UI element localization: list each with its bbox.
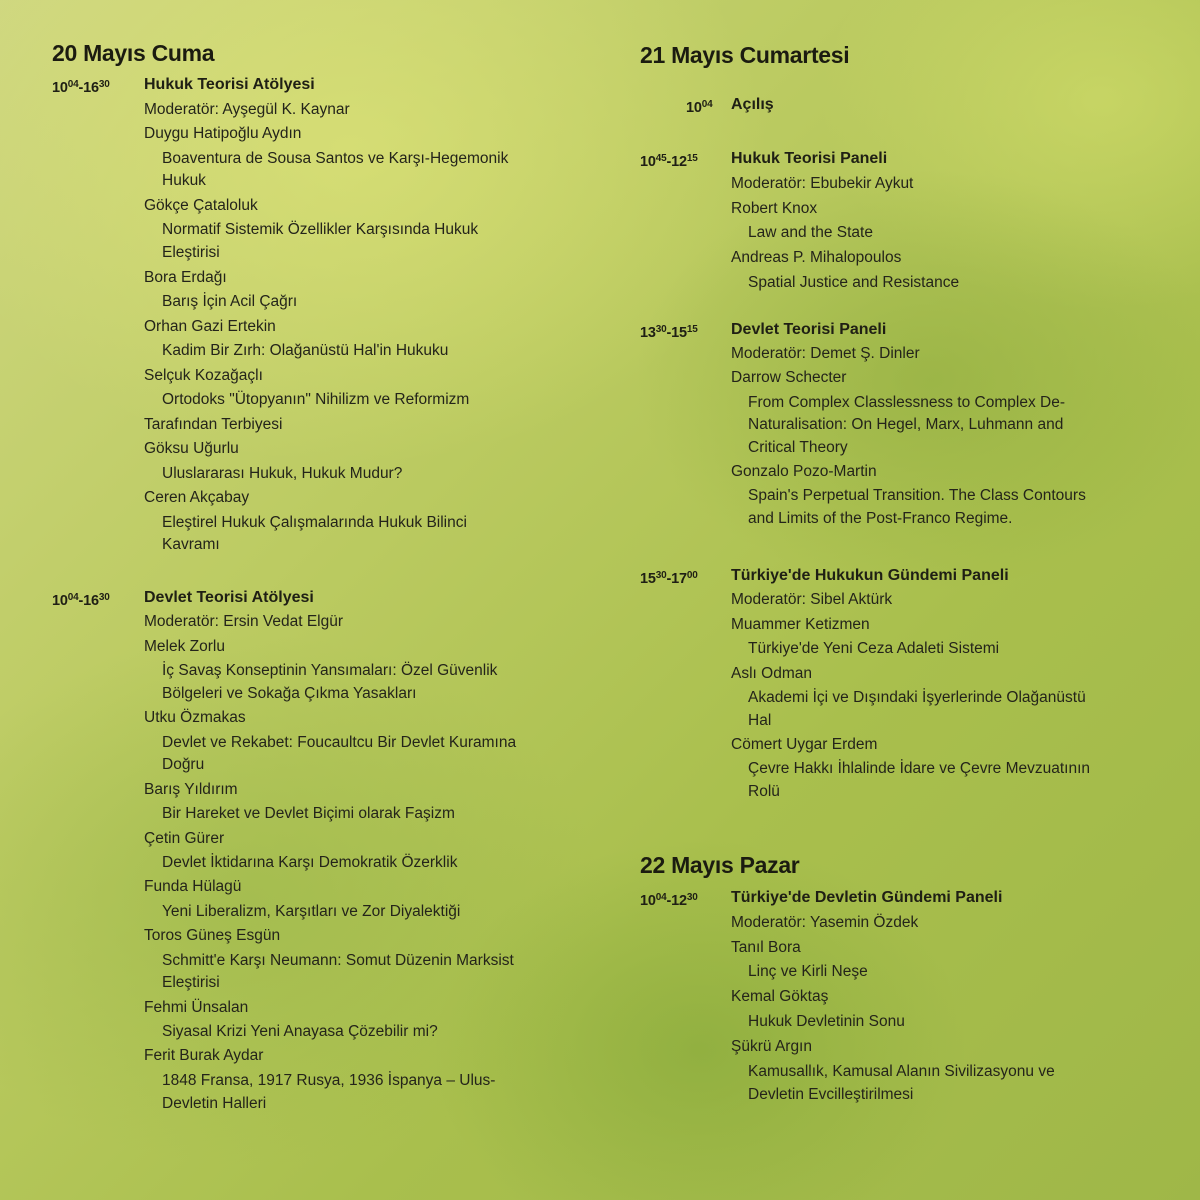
paper-title: Hukuk Devletinin Sonu [748, 1013, 905, 1030]
speaker-name: Ceren Akçabay [144, 489, 250, 507]
paper-title: Uluslararası Hukuk, Hukuk Mudur? [162, 464, 403, 482]
time-separator: - [666, 325, 672, 341]
time-end-hour: 12 [671, 154, 687, 170]
paper-title: Türkiye'de Yeni Ceza Adaleti Sistemi [748, 640, 1000, 658]
session-time [640, 148, 698, 173]
time-start-minute: 45 [655, 153, 667, 164]
speaker-name: Andreas P. Mihalopoulos [731, 249, 902, 267]
session-title: Devlet Teorisi Atölyesi [144, 589, 314, 606]
paper-title: Eleştirel Hukuk Çalışmalarında Hukuk Bilinci [162, 513, 467, 531]
time-end-minute: 15 [686, 324, 698, 335]
time-separator: - [78, 593, 84, 609]
speaker-name: Göksu Uğurlu [144, 440, 239, 458]
time-start-minute: 04 [67, 79, 79, 90]
speaker-name: Gökçe Çataloluk [144, 196, 258, 214]
speaker-name: Cömert Uygar Erdem [731, 736, 878, 754]
time-start-hour: 10 [640, 893, 656, 909]
paper-title: Devlet İktidarına Karşı Demokratik Özerklik [162, 853, 458, 871]
session-title: Türkiye'de Devletin Gündemi Paneli [731, 889, 1003, 906]
time-end-hour: 15 [671, 325, 687, 341]
time-end-minute: 15 [686, 153, 698, 164]
speaker-name: Darrow Schecter [731, 369, 847, 387]
time-start-minute: 04 [67, 592, 79, 603]
paper-title: Eleştirisi [162, 244, 220, 262]
speaker-name: Tanıl Bora [731, 938, 801, 956]
paper-title: Linç ve Kirli Neşe [748, 963, 868, 981]
speaker-name: Bora Erdağı [144, 268, 227, 286]
session-title: Hukuk Teorisi Paneli [731, 150, 888, 167]
paper-title: Yeni Liberalizm, Karşıtları ve Zor Diyalektiği [162, 902, 461, 920]
paper-title: Normatif Sistemik Özellikler Karşısında Hukuk [162, 221, 479, 239]
paper-title: Kamusallık, Kamusal Alanın Sivilizasyonu ve [748, 1062, 1055, 1080]
session-time [686, 94, 712, 119]
paper-title: Kavramı [162, 536, 220, 554]
day-title: 21 Mayıs Cumartesi [640, 42, 850, 68]
time-end-hour: 12 [671, 893, 687, 909]
paper-title: Kadim Bir Zırh: Olağanüstü Hal'in Hukuku [162, 342, 449, 360]
paper-title: Naturalisation: On Hegel, Marx, Luhmann and [748, 416, 1064, 434]
moderator: Moderatör: Ayşegül K. Kaynar [144, 100, 350, 118]
paper-title: Ortodoks "Ütopyanın" Nihilizm ve Reformizm [162, 391, 470, 409]
time-separator: - [666, 893, 672, 909]
time-separator: - [666, 571, 672, 587]
time-start-hour: 10 [640, 154, 656, 170]
speaker-name: Şükrü Argın [731, 1037, 812, 1055]
speaker-name: Utku Özmakas [144, 709, 246, 727]
session-title: Türkiye'de Hukukun Gündemi Paneli [731, 567, 1009, 584]
speaker-name: Toros Güneş Esgün [144, 927, 281, 945]
session-title: Hukuk Teorisi Atölyesi [144, 76, 315, 93]
paper-title: 1848 Fransa, 1917 Rusya, 1936 İspanya – Ulus- [162, 1071, 496, 1089]
paper-title: Siyasal Krizi Yeni Anayasa Çözebilir mi? [162, 1023, 438, 1041]
speaker-name: Muammer Ketizmen [731, 615, 870, 633]
time-end-minute: 30 [686, 892, 698, 903]
time-end-minute: 00 [686, 570, 698, 581]
paper-title: Spatial Justice and Resistance [748, 274, 960, 291]
speaker-name: Barış Yıldırım [144, 780, 238, 798]
time-start-hour: 13 [640, 325, 656, 341]
session-time [52, 587, 110, 612]
paper-title: Devlet ve Rekabet: Foucaultcu Bir Devlet Kuramına [162, 733, 517, 751]
paper-title: Çevre Hakkı İhlalinde İdare ve Çevre Mevzuatının [748, 760, 1091, 778]
speaker-name: Selçuk Kozağaçlı [144, 366, 263, 384]
paper-title: Critical Theory [748, 438, 848, 456]
paper-title: Devletin Halleri [162, 1094, 267, 1112]
paper-title: Doğru [162, 756, 205, 774]
time-hour: 10 [686, 100, 702, 116]
speaker-name: Melek Zorlu [144, 637, 225, 655]
speaker-name: Aslı Odman [731, 664, 812, 682]
paper-title: Eleştirisi [162, 974, 220, 992]
moderator: Moderatör: Demet Ş. Dinler [731, 345, 920, 363]
speaker-name: Duygu Hatipoğlu Aydın [144, 125, 302, 142]
moderator: Moderatör: Ersin Vedat Elgür [144, 613, 344, 631]
paper-title: Bir Hareket ve Devlet Biçimi olarak Faşizm [162, 805, 455, 823]
session-title: Devlet Teorisi Paneli [731, 321, 887, 338]
time-minute: 04 [701, 99, 713, 110]
paper-title: and Limits of the Post-Franco Regime. [748, 509, 1013, 527]
speaker-name: Robert Knox [731, 199, 818, 217]
time-end-minute: 30 [98, 79, 110, 90]
time-start-hour: 10 [52, 593, 68, 609]
speaker-name: Tarafından Terbiyesi [144, 415, 283, 433]
paper-title: Rolü [748, 783, 780, 801]
paper-title: Schmitt'e Karşı Neumann: Somut Düzenin Marksist [162, 951, 514, 969]
paper-title: Akademi İçi ve Dışındaki İşyerlerinde Olağanüstü [748, 689, 1086, 706]
session-time [640, 887, 698, 912]
speaker-name: Çetin Gürer [144, 829, 225, 847]
time-start-minute: 04 [655, 892, 667, 903]
paper-title: Spain's Perpetual Transition. The Class Contours [748, 487, 1086, 504]
speaker-name: Kemal Göktaş [731, 988, 829, 1006]
moderator: Moderatör: Yasemin Özdek [731, 913, 919, 931]
session-title: Açılış [731, 96, 774, 113]
paper-title: Boaventura de Sousa Santos ve Karşı-Hegemonik [162, 149, 509, 167]
paper-title: Bölgeleri ve Sokağa Çıkma Yasakları [162, 684, 417, 702]
moderator: Moderatör: Sibel Aktürk [731, 591, 893, 609]
speaker-name: Funda Hülagü [144, 878, 242, 896]
time-start-hour: 15 [640, 571, 656, 587]
time-start-minute: 30 [655, 324, 667, 335]
time-start-minute: 30 [655, 570, 667, 581]
time-end-hour: 16 [83, 80, 99, 96]
paper-title: Devletin Evcilleştirilmesi [748, 1085, 914, 1103]
time-end-hour: 16 [83, 593, 99, 609]
session-time [640, 319, 698, 344]
paper-title: İç Savaş Konseptinin Yansımaları: Özel Güvenlik [162, 662, 498, 680]
speaker-name: Ferit Burak Aydar [144, 1047, 264, 1065]
day-title: 20 Mayıs Cuma [52, 40, 215, 66]
speaker-name: Gonzalo Pozo-Martin [731, 462, 877, 480]
paper-title: From Complex Classlessness to Complex De- [748, 393, 1065, 411]
paper-title: Hal [748, 711, 772, 729]
time-end-minute: 30 [98, 592, 110, 603]
session-time [52, 74, 110, 99]
moderator: Moderatör: Ebubekir Aykut [731, 174, 914, 192]
paper-title: Law and the State [748, 224, 873, 242]
time-separator: - [78, 80, 84, 96]
paper-title: Hukuk [162, 172, 206, 190]
time-separator: - [666, 154, 672, 170]
time-start-hour: 10 [52, 80, 68, 96]
time-end-hour: 17 [671, 571, 687, 587]
speaker-name: Fehmi Ünsalan [144, 998, 249, 1016]
session-time [640, 565, 698, 590]
paper-title: Barış İçin Acil Çağrı [162, 293, 298, 311]
speaker-name: Orhan Gazi Ertekin [144, 317, 276, 335]
day-title: 22 Mayıs Pazar [640, 852, 800, 878]
